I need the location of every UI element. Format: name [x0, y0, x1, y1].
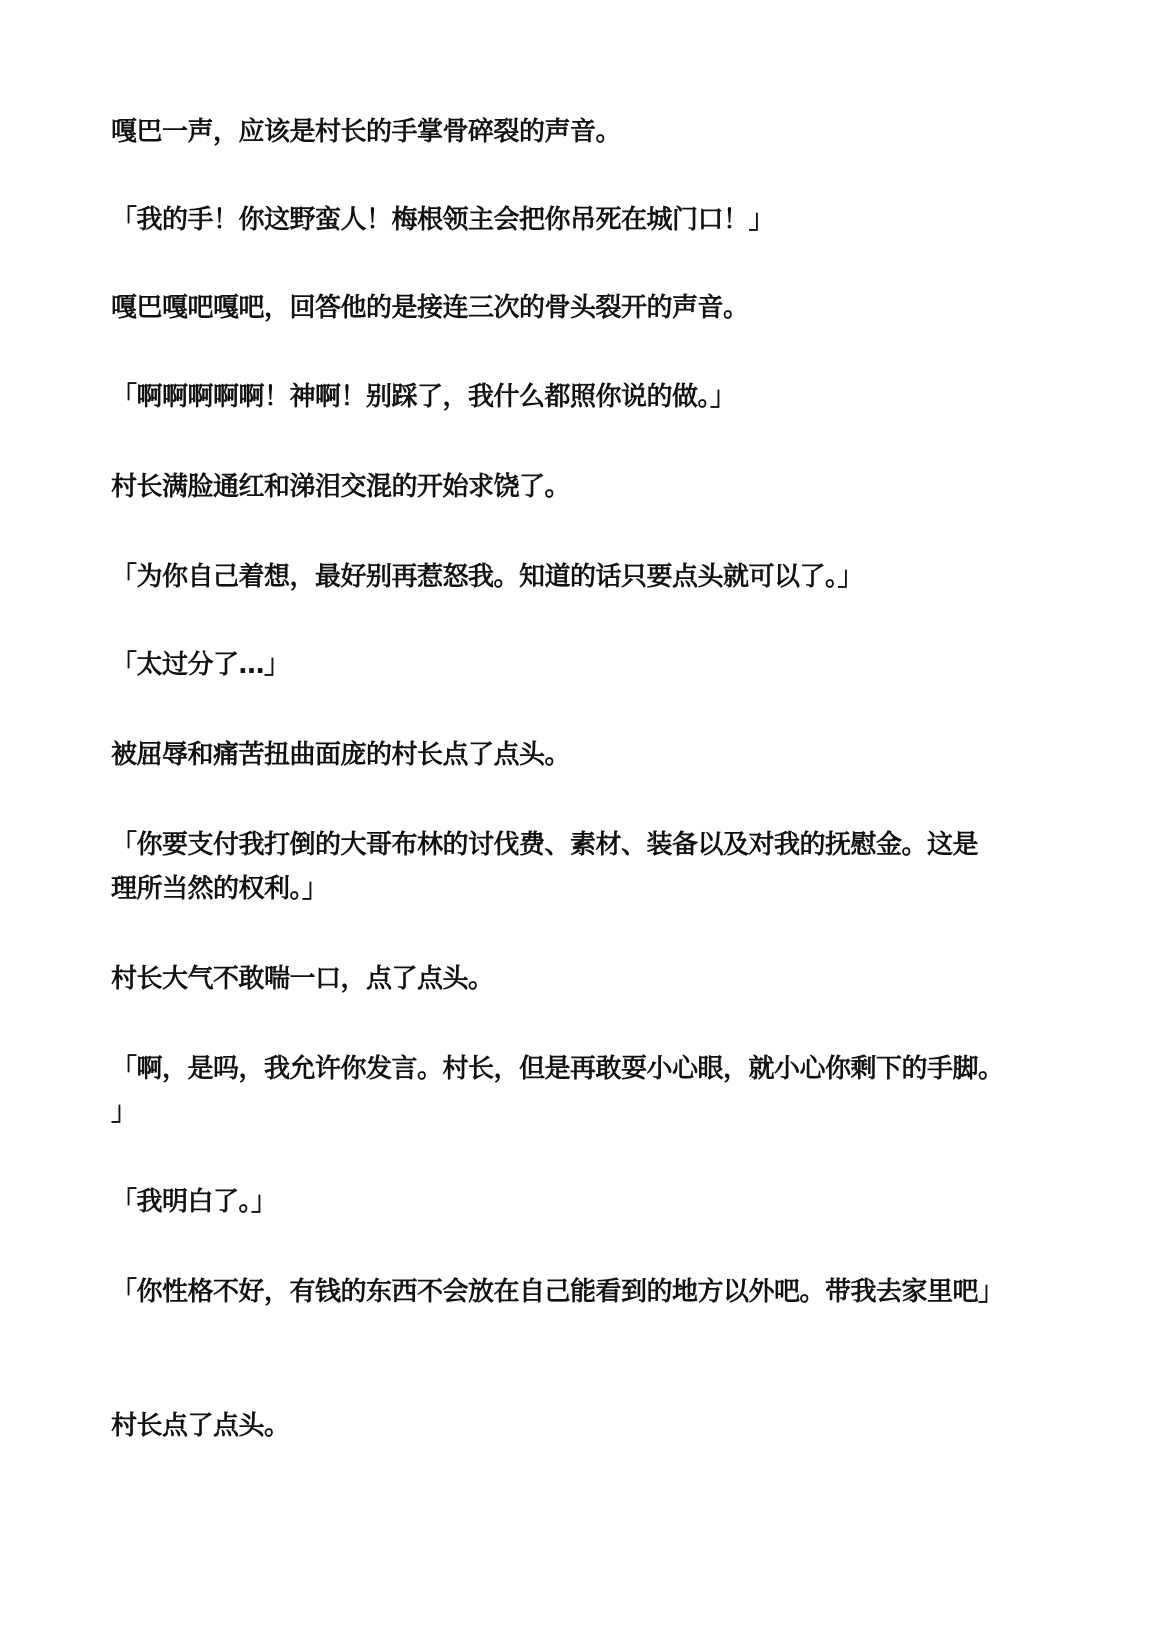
paragraph-8: 被屈辱和痛苦扭曲面庞的村长点了点头。: [111, 740, 571, 770]
paragraph-2: 「我的手！你这野蛮人！梅根领主会把你吊死在城门口！」: [111, 205, 775, 235]
paragraph-9-line-1: 「你要支付我打倒的大哥布林的讨伐费、素材、装备以及对我的抚慰金。这是: [111, 830, 979, 860]
paragraph-11-line-1: 「啊，是吗，我允许你发言。村长，但是再敢耍小心眼，就小心你剩下的手脚。: [111, 1054, 1004, 1084]
paragraph-12: 「我明白了。」: [111, 1187, 277, 1217]
paragraph-4: 「啊啊啊啊啊！神啊！别踩了，我什么都照你说的做。」: [111, 382, 736, 412]
paragraph-14: 村长点了点头。: [111, 1411, 290, 1441]
paragraph-11-line-2: 」: [111, 1097, 137, 1127]
paragraph-10: 村长大气不敢喘一口，点了点头。: [111, 964, 494, 994]
paragraph-1: 嘎巴一声，应该是村长的手掌骨碎裂的声音。: [111, 117, 622, 147]
paragraph-3: 嘎巴嘎吧嘎吧，回答他的是接连三次的骨头裂开的声音。: [111, 293, 749, 323]
paragraph-7: 「太过分了…」: [111, 650, 290, 680]
paragraph-6: 「为你自己着想，最好别再惹怒我。知道的话只要点头就可以了。」: [111, 562, 864, 592]
paragraph-5: 村长满脸通红和涕泪交混的开始求饶了。: [111, 472, 571, 502]
paragraph-13: 「你性格不好，有钱的东西不会放在自己能看到的地方以外吧。带我去家里吧」: [111, 1277, 1004, 1307]
paragraph-9-line-2: 理所当然的权利。」: [111, 874, 328, 904]
